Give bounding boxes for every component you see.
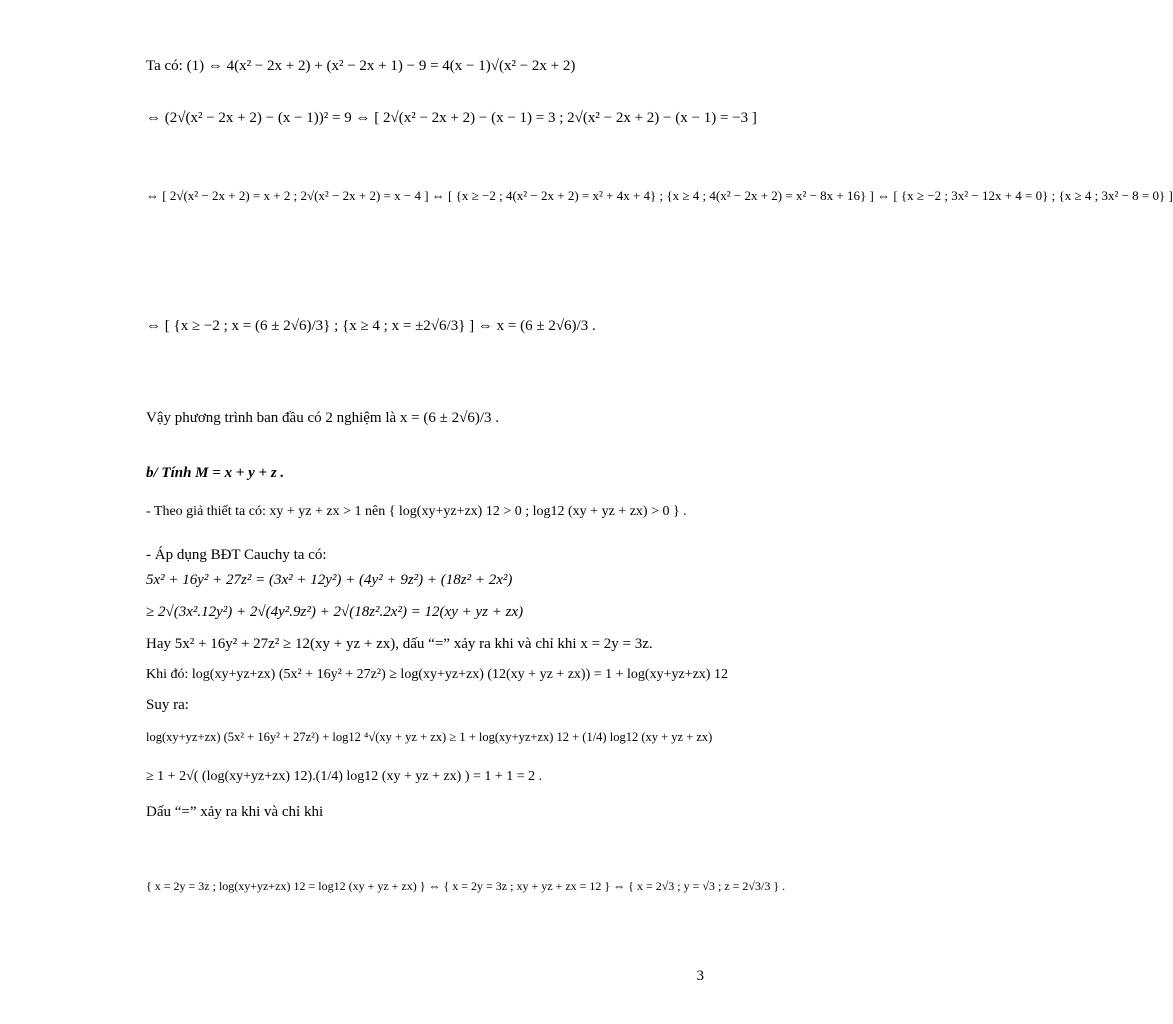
line-final-system [146,876,785,896]
line-hypothesis [146,502,687,522]
line-khi-do [146,665,728,685]
line-am-gm [146,602,523,622]
line-hay [146,634,653,654]
page-number-text: 3 [696,968,704,984]
khi-do-text: Khi đó: log(xy+yz+zx) (5x² + 16y² + 27z²) ≥ log(xy+yz+zx) (12(xy + yz + zx)) = 1 + log(xy+yz+zx) 12 [146,667,728,682]
final-bound: ≥ 1 + 2√( (log(xy+yz+zx) 12).(1/4) log12 (xy + yz + zx) ) = 1 + 1 = 2 . [146,769,543,784]
sum-decomposition: 5x² + 16y² + 27z² = (3x² + 12y²) + (4y² + 9z²) + (18z² + 2x²) [146,572,513,588]
final-system: { x = 2y = 3z ; log(xy+yz+zx) 12 = log12 (xy + yz + zx) } ⇔ { x = 2y = 3z ; xy + yz + zx = 12 } ⇔ { x = 2√3 ; y = √3 ; z = 2√3/3 } . [146,879,786,893]
page-number [697,968,705,985]
log-sum-inequality: log(xy+yz+zx) (5x² + 16y² + 27z²) + log12 ⁴√(xy + yz + zx) ≥ 1 + log(xy+yz+zx) 12 + (1/4) log12 (xy + yz + zx) [146,730,713,744]
line-eq-system [146,186,1173,206]
line-eq-square [146,108,757,128]
label-ta-co: Ta có: (1) ⇔ 4(x² − 2x + 2) + (x² − 2x + 1) − 9 = 4(x − 1)√(x² − 2x + 2) [146,58,576,74]
eq-system: ⇔ [ 2√(x² − 2x + 2) = x + 2 ; 2√(x² − 2x + 2) = x − 4 ] ⇔ [ {x ≥ −2 ; 4(x² − 2x + 2) = x² + 4x + 4} ; {x ≥ 4 ; 4(x² − 2x + 2) = x² − 8x + 16} ] ⇔ [ {x ≥ −2 ; 3x² − 12x + 4 = 0} ; {x ≥ 4 ; 3x² − 8 = 0} ] [146,188,1173,203]
line-equality-intro [146,802,323,822]
hypothesis-text: - Theo giả thiết ta có: xy + yz + zx > 1 nên { log(xy+yz+zx) 12 > 0 ; log12 (xy + yz + zx) > 0 } . [146,504,687,519]
line-ta-co [146,56,575,76]
equality-intro: Dấu “=” xảy ra khi và chỉ khi [146,804,324,820]
line-final-bound [146,767,542,787]
hay-text: Hay 5x² + 16y² + 27z² ≥ 12(xy + yz + zx), dấu “=” xảy ra khi và chỉ khi x = 2y = 3z. [146,636,653,652]
am-gm-inequality: ≥ 2√(3x².12y²) + 2√(4y².9z²) + 2√(18z².2x²) = 12(xy + yz + zx) [146,604,524,620]
line-conclusion [146,408,499,428]
line-part-b-heading [146,463,284,483]
eq-square: ⇔ (2√(x² − 2x + 2) − (x − 1))² = 9 ⇔ [ 2√(x² − 2x + 2) − (x − 1) = 3 ; 2√(x² − 2x + 2) − (x − 1) = −3 ] [146,110,757,126]
cauchy-intro: - Áp dụng BĐT Cauchy ta có: [146,547,327,563]
conclusion-text: Vậy phương trình ban đầu có 2 nghiệm là x = (6 ± 2√6)/3 . [146,410,500,426]
line-suy-ra [146,695,189,715]
part-b-heading: b/ Tính M = x + y + z . [146,465,285,481]
eq-solution-set: ⇔ [ {x ≥ −2 ; x = (6 ± 2√6)/3} ; {x ≥ 4 ; x = ±2√6/3} ] ⇔ x = (6 ± 2√6)/3 . [146,318,596,334]
line-sum-decomp [146,570,512,590]
line-eq-solution-set [146,316,596,336]
line-log-sum [146,727,712,747]
line-cauchy-intro [146,545,327,565]
suy-ra-text: Suy ra: [146,697,189,713]
